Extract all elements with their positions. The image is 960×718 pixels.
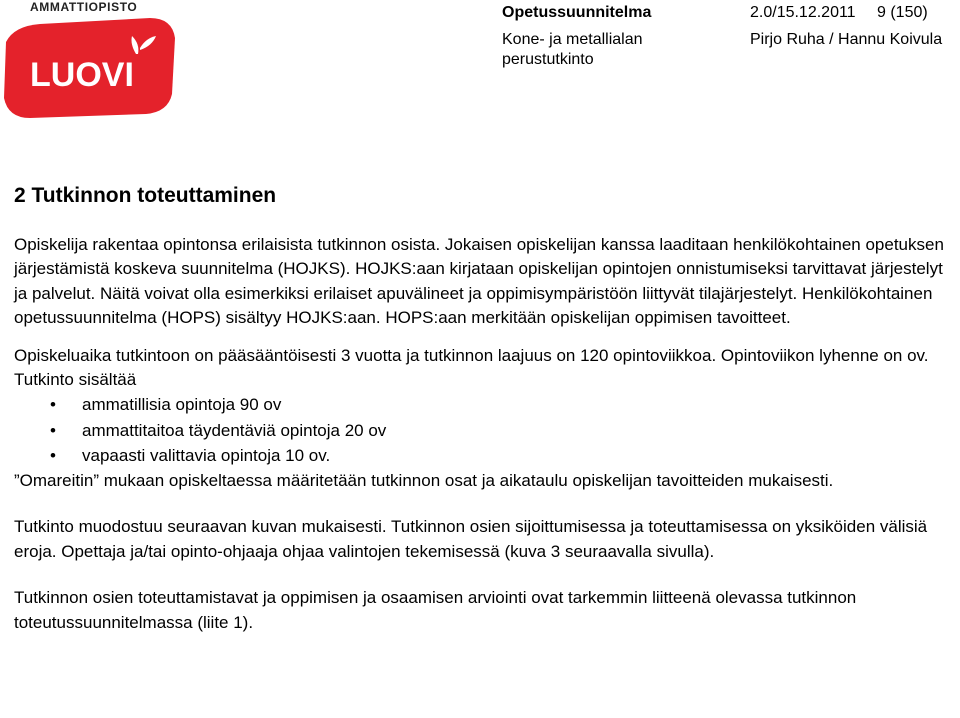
list-item: • ammatillisia opintoja 90 ov [14, 392, 958, 418]
paragraph-assessment: Tutkinnon osien toteuttamistavat ja oppimisen ja osaamisen arviointi ovat tarkemmin liitteenä olevassa tutkinnon toteutussuunnitelmassa (liite 1). [14, 588, 857, 632]
logo-brand-text: LUOVI [30, 56, 134, 94]
program-line2: perustutkinto [502, 51, 594, 68]
list-item: • ammattitaitoa täydentäviä opintoja 20 ov [14, 418, 958, 444]
logo-org-name: AMMATTIOPISTO [30, 0, 138, 14]
section-heading: 2 Tutkinnon toteuttaminen [14, 184, 277, 207]
doc-version: 2.0/15.12.2011 [750, 4, 856, 21]
logo [0, 0, 180, 125]
luovi-logo-icon [0, 14, 180, 120]
bullet-icon: • [50, 420, 56, 440]
paragraph-structure: Tutkinto muodostuu seuraavan kuvan mukaisesti. Tutkinnon osien sijoittumisessa ja toteuttamisessa on yksiköiden välisiä eroja. Opettaja ja/tai opinto-ohjaaja ohjaa valintojen tekemisessä (kuva 3 seuraavalla sivulla). [14, 517, 928, 561]
study-units-list [14, 392, 958, 469]
paragraph-hojks: Opiskelija rakentaa opintonsa erilaisista tutkinnon osista. Jokaisen opiskelijan kanssa laaditaan henkilökohtainen opetuksen järjestämistä koskeva suunnitelma (HOJKS). HOJKS:aan kirjataan opiskelijan opintojen onnistumiseksi tarvittavat järjestelyt ja palvelut. Näitä voivat olla esimerkiksi erilaiset apuvälineet ja oppimisympäristöön liittyvät tilajärjestelyt. Henkilökohtainen opetussuunnitelma (HOPS) sisältyy HOJKS:aan. HOPS:aan merkitään opiskelijan oppimisen tavoitteet. [14, 235, 944, 328]
document-body [14, 183, 958, 635]
program-line1: Kone- ja metallialan [502, 31, 643, 48]
bullet-icon: • [50, 395, 56, 415]
paragraph-omareitin: ”Omareitin” mukaan opiskeltaessa määritetään tutkinnon osat ja aikataulu opiskelijan tavoitteiden mukaisesti. [14, 470, 834, 490]
bullet-icon: • [50, 446, 56, 466]
page-number: 9 (150) [877, 4, 928, 21]
doc-title: Opetussuunnitelma [502, 4, 652, 21]
paragraph-duration: Opiskeluaika tutkintoon on pääsääntöisesti 3 vuotta ja tutkinnon laajuus on 120 opintoviikkoa. Opintoviikon lyhenne on ov. Tutkinto sisältää [14, 345, 929, 390]
list-item: • vapaasti valittavia opintoja 10 ov. [14, 443, 958, 469]
authors: Pirjo Ruha / Hannu Koivula [750, 31, 943, 48]
